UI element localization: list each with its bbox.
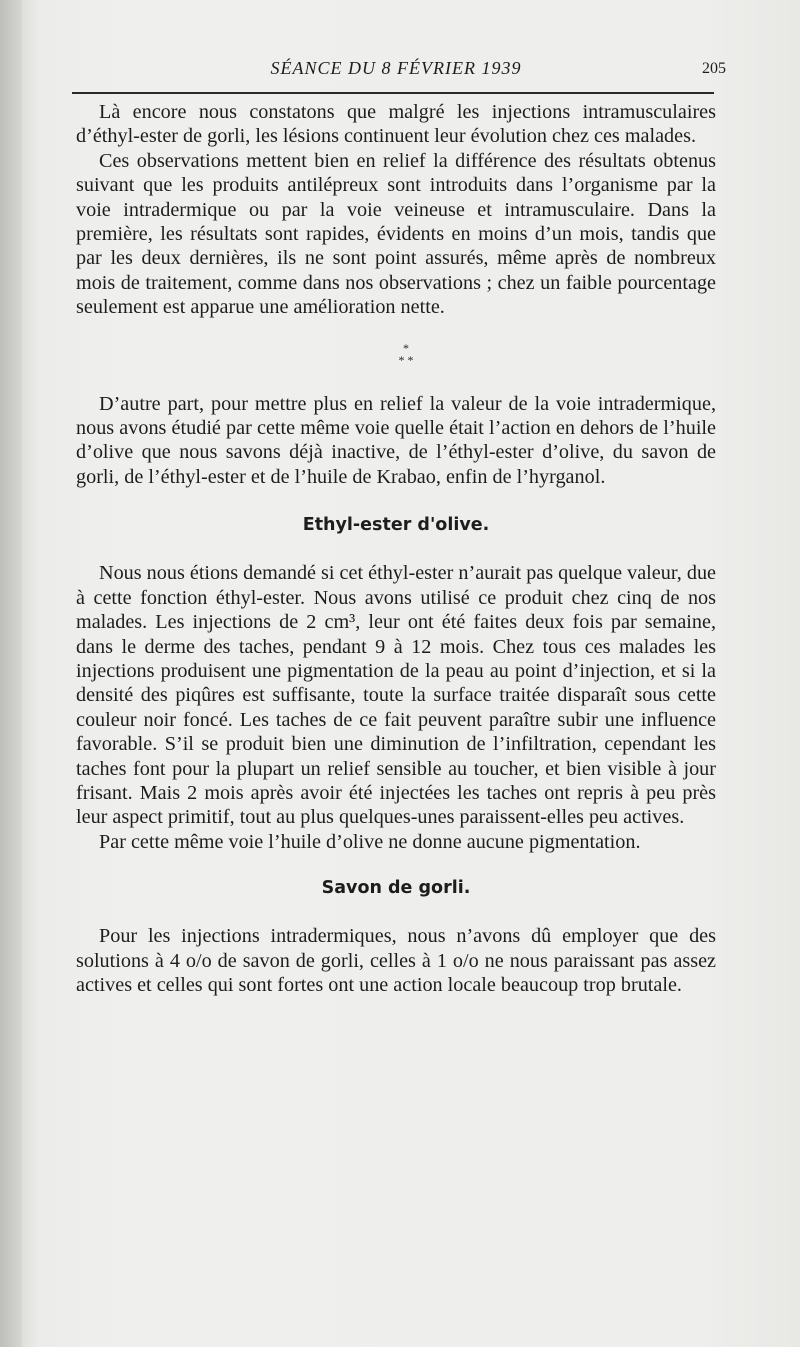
book-spine-shadow xyxy=(0,0,22,1347)
section-heading-ethyl-ester: Ethyl-ester d'olive. xyxy=(302,515,490,536)
paragraph-4: Nous nous étions demandé si cet éthyl-ester n’aurait pas quelque valeur, due à cette fonction éthyl-ester. Nous avons utilisé ce produit chez cinq de nos malades. Les injections de 2 cm³, leur ont été faites deux fois par semaine, dans le derme des taches, pendant 9 à 12 mois. Chez tous ces malades les injections produisent une pigmentation de la peau au point d’injection, et si la densité des piqûres est suffisante, toute la surface traitée disparaît sous cette couleur noir foncé. Les taches de ce fait peuvent paraître subir une influence favorable. S’il se produit bien une diminution de l’infiltration, cependant les taches font pour la plupart un relief sensible au toucher, et bien visible à jour frisant. Mais 2 mois après avoir été injectées les taches ont repris à peu près leur aspect primitif, tout au plus quelques-unes paraissent-elles peu actives. xyxy=(76,562,716,829)
separator-star-bottom: * * xyxy=(398,352,414,367)
paragraph-2: Ces observations mettent bien en relief la différence des résultats obtenus suivant que les produits antilépreux sont introduits dans l’organisme par la voie intradermique ou par la voie veineuse et intramusculaire. Dans la première, les résultats sont rapides, évidents en moins d’un mois, tandis que par les deux dernières, ils ne sont point assurés, même après de nombreux mois de traitement, comme dans nos observations ; chez un faible pourcentage seulement est apparue une amélioration nette. xyxy=(76,149,716,319)
running-title: SÉANCE DU 8 FÉVRIER 1939 xyxy=(270,58,522,78)
paragraph-6: Pour les injections intradermiques, nous n’avons dû employer que des solutions à 4 o/o de savon de gorli, celles à 1 o/o ne nous paraissant pas assez actives et celles qui sont fortes ont une action locale beaucoup trop brutale. xyxy=(76,925,716,996)
page-number: 205 xyxy=(702,60,726,77)
section-heading-savon: Savon de gorli. xyxy=(321,878,471,899)
paragraph-3: D’autre part, pour mettre plus en relief la valeur de la voie intradermique, nous avons étudié par cette même voie quelle était l’action en dehors de l’huile d’olive que nous savons déjà inactive, de l’éthyl-ester d’olive, du savon de gorli, de l’éthyl-ester et de l’huile de Krabao, enfin de l’hyrganol. xyxy=(76,392,716,488)
running-header xyxy=(66,58,726,86)
page-body xyxy=(76,100,716,997)
paragraph-1: Là encore nous constatons que malgré les injections intramusculaires d’éthyl-ester de gorli, les lésions continuent leur évolution chez ces malades. xyxy=(76,101,716,148)
paragraph-5: Par cette même voie l’huile d’olive ne donne aucune pigmentation. xyxy=(99,830,641,853)
header-rule xyxy=(72,92,714,94)
separator-star-top: * xyxy=(403,340,409,355)
section-separator xyxy=(76,342,716,366)
